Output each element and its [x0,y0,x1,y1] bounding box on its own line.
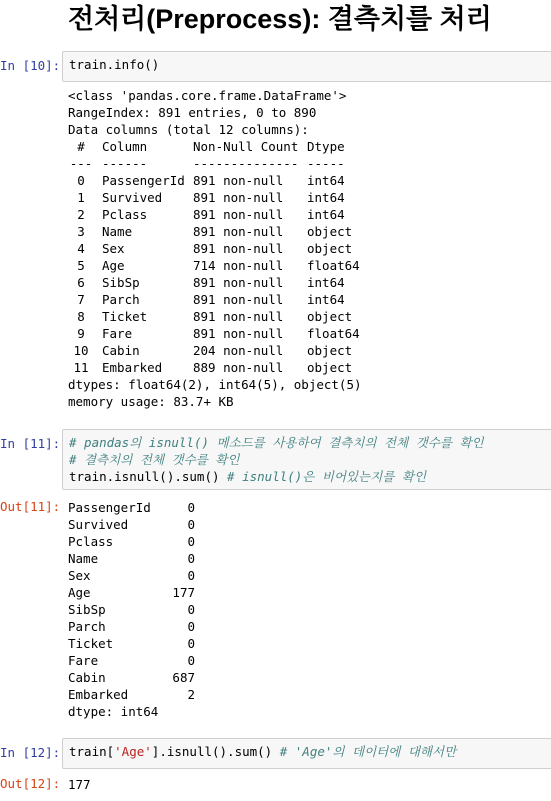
output-memory-line: memory usage: 83.7+ KB [68,394,234,409]
row-index: 0 [77,173,85,188]
row-column: PassengerId [102,173,185,188]
code-line [69,743,546,760]
info-table-row [68,342,362,359]
output-class-line: <class 'pandas.core.frame.DataFrame'> [68,88,347,103]
series-row [68,584,195,601]
series-label: Embarked [68,687,129,702]
rule-column: ------ [102,156,148,171]
row-count: 889 non-null [193,360,284,375]
row-index: 3 [77,224,85,239]
row-index: 9 [77,326,85,341]
series-label: Survived [68,517,129,532]
series-label: PassengerId [68,500,151,515]
series-label: Fare [68,653,99,668]
row-count: 891 non-null [193,241,284,256]
series-row [68,601,195,618]
row-count: 891 non-null [193,173,284,188]
series-value: 0 [187,534,195,549]
row-index: 8 [77,309,85,324]
code-text: train.isnull().sum() [69,469,228,484]
row-index: 6 [77,275,85,290]
row-dtype: object [307,241,353,256]
row-count: 204 non-null [193,343,284,358]
info-table-row [68,206,362,223]
series-row [68,635,195,652]
code-string: 'Age' [114,744,152,759]
output-columns-line: Data columns (total 12 columns): [68,122,309,137]
info-table-row [68,359,362,376]
row-column: Fare [102,326,133,341]
row-dtype: int64 [307,275,345,290]
info-table-row [68,189,362,206]
code-comment-line: # 결측치의 전체 갯수를 확인 [69,452,240,467]
output-dtype-line: dtype: int64 [68,704,159,719]
series-label: SibSp [68,602,106,617]
series-value: 0 [187,500,195,515]
code-line [69,468,546,485]
series-row [68,567,195,584]
series-row [68,669,195,686]
row-column: Survived [102,190,163,205]
row-count: 891 non-null [193,326,284,341]
series-label: Age [68,585,91,600]
code-cell-10[interactable] [62,51,551,82]
info-header-row [68,138,362,155]
series-value: 687 [172,670,195,685]
code-comment: # 'Age'의 데이터에 대해서만 [279,744,457,759]
info-table-row [68,257,362,274]
rule-count: -------------- [193,156,299,171]
series-value: 0 [187,602,195,617]
info-rule-row [68,155,362,172]
in-prompt-12: In [12]: [0,745,61,760]
series-label: Pclass [68,534,114,549]
out-prompt-12: Out[12]: [0,776,61,791]
row-dtype: float64 [307,326,360,341]
info-table-row [68,291,362,308]
section-heading: 전처리(Preprocess): 결측치를 처리 [68,4,492,34]
series-label: Sex [68,568,91,583]
series-label: Cabin [68,670,106,685]
info-table-row [68,223,362,240]
row-count: 891 non-null [193,207,284,222]
row-count: 714 non-null [193,258,284,273]
row-index: 2 [77,207,85,222]
row-count: 891 non-null [193,275,284,290]
row-index: 1 [77,190,85,205]
output-info-10 [68,87,362,410]
row-column: Ticket [102,309,148,324]
output-value: 177 [68,777,91,792]
row-dtype: int64 [307,173,345,188]
header-column: Column [102,139,148,154]
rule-index: --- [69,156,93,171]
row-column: Name [102,224,133,239]
row-count: 891 non-null [193,224,284,239]
code-cell-12[interactable] [62,738,551,769]
row-dtype: object [307,224,353,239]
row-index: 11 [73,360,89,375]
series-row [68,652,195,669]
code-text: ].isnull().sum() [151,744,280,759]
row-count: 891 non-null [193,309,284,324]
code-cell-11[interactable] [62,429,551,490]
row-index: 7 [77,292,85,307]
series-value: 0 [187,653,195,668]
series-label: Ticket [68,636,114,651]
row-dtype: int64 [307,292,345,307]
series-value: 0 [187,568,195,583]
code-text: train[ [69,744,115,759]
in-prompt-10: In [10]: [0,58,61,73]
header-dtype: Dtype [307,139,345,154]
series-row [68,533,195,550]
output-range-line: RangeIndex: 891 entries, 0 to 890 [68,105,317,120]
rule-dtype: ----- [307,156,345,171]
series-row [68,516,195,533]
row-column: Parch [102,292,140,307]
series-value: 0 [187,619,195,634]
code-line: train.info() [69,57,160,72]
series-value: 0 [187,551,195,566]
series-row [68,618,195,635]
output-result-12 [68,776,91,793]
row-dtype: object [307,360,353,375]
row-index: 4 [77,241,85,256]
row-dtype: float64 [307,258,360,273]
row-dtype: int64 [307,190,345,205]
series-value: 0 [187,636,195,651]
row-dtype: object [307,309,353,324]
row-index: 5 [77,258,85,273]
output-isnull-11 [68,499,195,720]
code-comment-line: # pandas의 isnull() 메소드를 사용하여 결측치의 전체 갯수를 확인 [69,435,484,450]
series-value: 0 [187,517,195,532]
header-count: Non-Null Count [193,139,299,154]
info-table-row [68,240,362,257]
row-column: Sex [102,241,125,256]
in-prompt-11: In [11]: [0,436,61,451]
row-count: 891 non-null [193,292,284,307]
row-column: Age [102,258,125,273]
series-value: 177 [172,585,195,600]
info-table-row [68,274,362,291]
row-count: 891 non-null [193,190,284,205]
series-label: Name [68,551,99,566]
info-table-row [68,325,362,342]
row-dtype: object [307,343,353,358]
row-index: 10 [73,343,89,358]
out-prompt-11: Out[11]: [0,499,61,514]
header-index: # [77,139,85,154]
row-column: SibSp [102,275,140,290]
output-dtypes-line: dtypes: float64(2), int64(5), object(5) [68,377,362,392]
series-row [68,499,195,516]
series-row [68,550,195,567]
series-label: Parch [68,619,106,634]
series-value: 2 [187,687,195,702]
row-column: Pclass [102,207,148,222]
row-column: Embarked [102,360,163,375]
info-table-row [68,172,362,189]
row-dtype: int64 [307,207,345,222]
row-column: Cabin [102,343,140,358]
series-row [68,686,195,703]
info-table-row [68,308,362,325]
code-comment: # isnull()은 비어있는지를 확인 [227,469,427,484]
